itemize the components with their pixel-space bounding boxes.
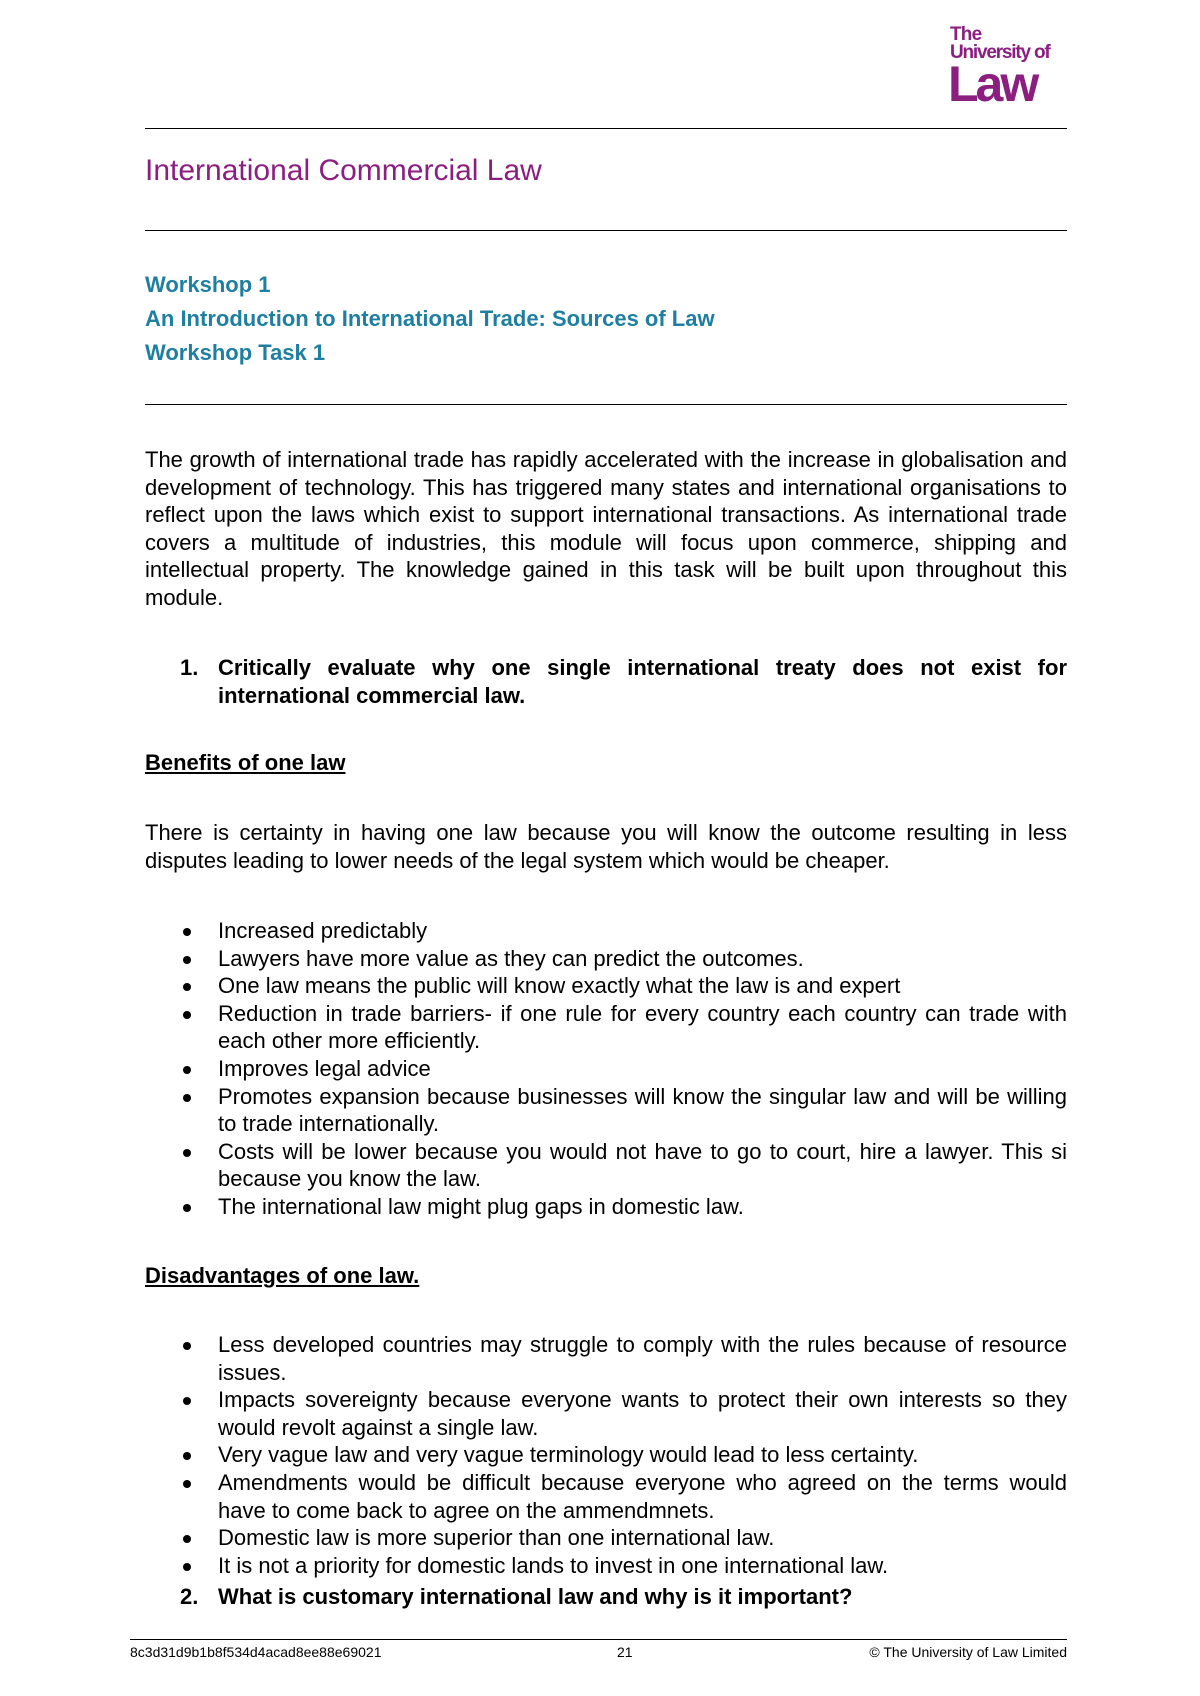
bullet-icon	[183, 928, 191, 936]
list-item: It is not a priority for domestic lands to invest in one international law.	[145, 1552, 1067, 1580]
footer-page-number: 21	[617, 1644, 633, 1660]
list-item: Lawyers have more value as they can predict the outcomes.	[145, 945, 1067, 973]
bullet-icon	[183, 956, 191, 964]
benefits-heading: Benefits of one law	[145, 750, 346, 775]
logo-line-1: The	[950, 24, 982, 45]
list-item: Promotes expansion because businesses will know the singular law and will be willing to trade internationally.	[145, 1083, 1067, 1138]
workshop-task: Workshop Task 1	[145, 340, 326, 365]
document-title: International Commercial Law	[145, 154, 542, 187]
list-item: Reduction in trade barriers- if one rule for every country each country can trade with each other more efficiently.	[145, 1000, 1067, 1055]
bullet-icon	[183, 983, 191, 991]
bullet-icon	[183, 1094, 191, 1102]
list-item: Costs will be lower because you would not have to go to court, hire a lawyer. This si because you know the law.	[145, 1138, 1067, 1193]
question-1-number: 1.	[180, 655, 199, 680]
logo-line-2: University of	[950, 42, 1050, 63]
bullet-icon	[183, 1342, 191, 1350]
footer-rule	[130, 1639, 1067, 1640]
list-item: Impacts sovereignty because everyone wants to protect their own interests so they would revolt against a single law.	[145, 1386, 1067, 1441]
benefits-paragraph: There is certainty in having one law because you will know the outcome resulting in less disputes leading to lower needs of the legal system which would be cheaper.	[145, 820, 1067, 873]
list-item: The international law might plug gaps in domestic law.	[145, 1193, 1067, 1221]
list-item: Less developed countries may struggle to comply with the rules because of resource issues.	[145, 1331, 1067, 1386]
footer-copyright: © The University of Law Limited	[869, 1644, 1067, 1660]
footer-doc-id: 8c3d31d9b1b8f534d4acad8ee88e69021	[130, 1644, 382, 1660]
question-1-text: Critically evaluate why one single international treaty does not exist for international commercial law.	[218, 655, 1067, 708]
disadvantages-heading: Disadvantages of one law.	[145, 1263, 420, 1288]
bullet-icon	[183, 1066, 191, 1074]
list-item: Improves legal advice	[145, 1055, 1067, 1083]
question-2-number: 2.	[180, 1584, 199, 1609]
list-item: One law means the public will know exactly what the law is and expert	[145, 972, 1067, 1000]
logo-line-3: Law	[948, 56, 1037, 112]
intro-paragraph: The growth of international trade has rapidly accelerated with the increase in globalisation and development of technology. This has triggered many states and international organisations to reflect upon the laws which exist to support international transactions. As international trade covers a multitude of industries, this module will focus upon commerce, shipping and intellectual property. The knowledge gained in this task will be built upon throughout this module.	[145, 447, 1067, 610]
list-item: Domestic law is more superior than one international law.	[145, 1524, 1067, 1552]
question-2	[145, 1583, 1067, 1611]
header-rule-2	[145, 230, 1067, 231]
question-1	[145, 654, 1067, 709]
question-2-text: What is customary international law and why is it important?	[218, 1584, 853, 1609]
workshop-topic: An Introduction to International Trade: Sources of Law	[145, 306, 715, 331]
bullet-icon	[183, 1535, 191, 1543]
list-item: Very vague law and very vague terminology would lead to less certainty.	[145, 1441, 1067, 1469]
header-rule-3	[145, 404, 1067, 405]
bullet-icon	[183, 1397, 191, 1405]
bullet-icon	[183, 1480, 191, 1488]
bullet-icon	[183, 1011, 191, 1019]
bullet-icon	[183, 1452, 191, 1460]
list-item: Amendments would be difficult because everyone who agreed on the terms would have to come back to agree on the ammendmnets.	[145, 1469, 1067, 1524]
bullet-icon	[183, 1204, 191, 1212]
workshop-number: Workshop 1	[145, 272, 271, 297]
bullet-icon	[183, 1149, 191, 1157]
university-of-law-logo	[948, 24, 1060, 112]
list-item: Increased predictably	[145, 917, 1067, 945]
disadvantages-list	[145, 1331, 1067, 1579]
bullet-icon	[183, 1563, 191, 1571]
benefits-list	[145, 917, 1067, 1221]
header-rule-1	[145, 128, 1067, 129]
